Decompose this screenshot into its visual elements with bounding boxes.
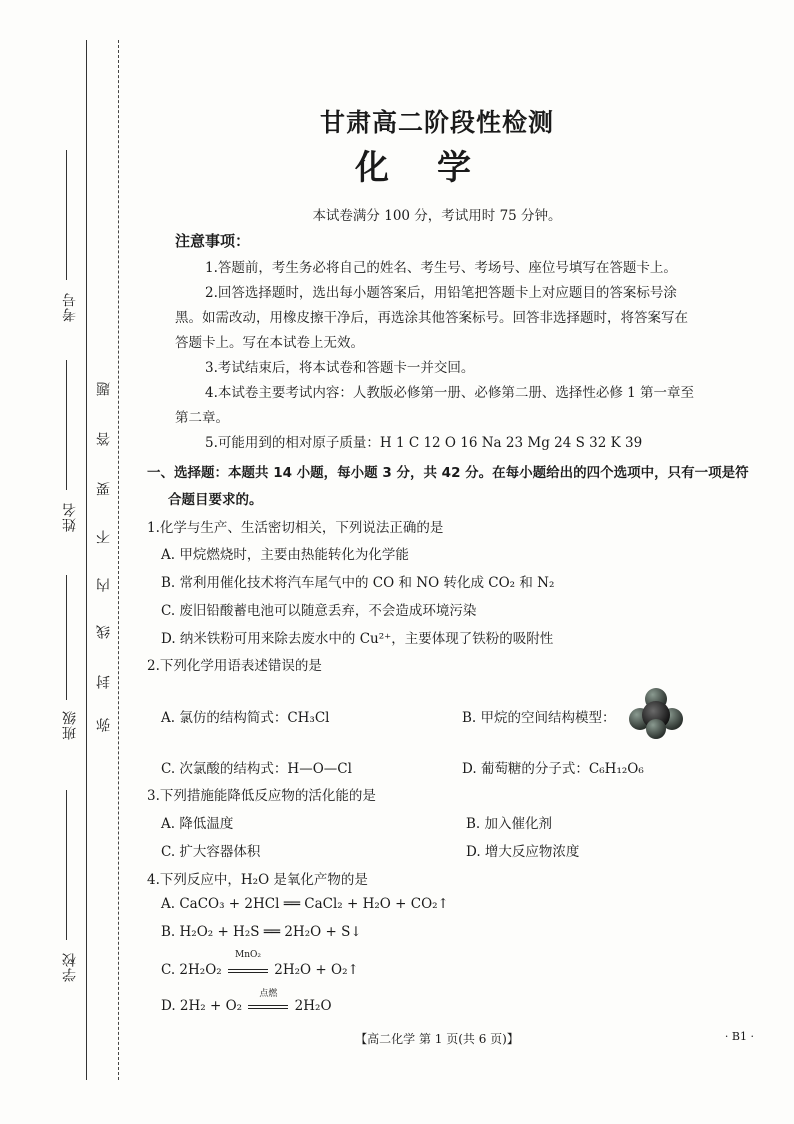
- paper-code: · B1 ·: [724, 1030, 754, 1043]
- seal-char: 要: [96, 482, 112, 496]
- reaction-condition: 点燃: [259, 989, 278, 999]
- reaction-arrow: [226, 950, 270, 978]
- notice-line: 2.回答选择题时，选出每小题答案后，用铅笔把答题卡上对应题目的答案标号涂: [205, 285, 677, 301]
- subject-title: 化学: [355, 148, 519, 188]
- school-blank: [66, 790, 67, 940]
- class-blank: [66, 575, 67, 700]
- reaction-condition: MnO₂: [234, 950, 261, 960]
- seal-char: 弥: [96, 718, 112, 732]
- notice-line: 答题卡上。写在本试卷上无效。: [175, 335, 364, 351]
- notice-line: 1.答题前，考生务必将自己的姓名、考生号、考场号、座位号填写在答题卡上。: [205, 260, 677, 276]
- school-label: 学校: [62, 952, 78, 982]
- q1-option-c: C. 废旧铅酸蓄电池可以随意丢弃，不会造成环境污染: [161, 603, 477, 619]
- seal-char: 线: [96, 625, 112, 639]
- q4-option-d-product: 2H₂O: [294, 998, 332, 1014]
- q2-option-a: A. 氯仿的结构简式：CH₃Cl: [161, 710, 330, 726]
- q1-stem: 1.化学与生产、生活密切相关，下列说法正确的是: [147, 520, 444, 536]
- q1-option-a: A. 甲烷燃烧时，主要由热能转化为化学能: [161, 547, 409, 563]
- margin-solid-line: [86, 40, 87, 1080]
- notice-heading: 注意事项：: [175, 232, 251, 250]
- q2-option-d: D. 葡萄糖的分子式：C₆H₁₂O₆: [462, 761, 644, 777]
- notice-line: 4.本试卷主要考试内容：人教版必修第一册、必修第二册、选择性必修 1 第一章至: [205, 385, 695, 401]
- q3-option-d: D. 增大反应物浓度: [466, 844, 580, 860]
- q4-option-b: B. H₂O₂ + H₂S ══ 2H₂O + S↓: [161, 924, 362, 940]
- notice-line: 第二章。: [175, 410, 229, 426]
- class-label: 班级: [62, 710, 78, 740]
- name-blank: [66, 360, 67, 490]
- reaction-arrow: [246, 989, 290, 1014]
- q3-option-b: B. 加入催化剂: [466, 816, 553, 832]
- q2-option-c: C. 次氯酸的结构式：H—O—Cl: [161, 761, 352, 777]
- margin-dashed-line: [118, 40, 119, 1080]
- q4-option-d-reactant: D. 2H₂ + O₂: [161, 998, 243, 1014]
- q3-option-a: A. 降低温度: [161, 816, 234, 832]
- q4-option-a: A. CaCO₃ + 2HCl ══ CaCl₂ + H₂O + CO₂↑: [161, 896, 449, 912]
- seal-char: 答: [96, 432, 112, 446]
- seal-char: 不: [96, 530, 112, 544]
- q2-option-b: B. 甲烷的空间结构模型：: [462, 710, 616, 726]
- notice-line: 5.可能用到的相对原子质量：H 1 C 12 O 16 Na 23 Mg 24 S 32 K 39: [205, 435, 643, 451]
- seal-char: 题: [96, 382, 112, 396]
- exam-no-label: 考号: [62, 292, 78, 322]
- section-heading: 一、选择题：本题共 14 小题，每小题 3 分，共 42 分。在每小题给出的四个选项中，只有一项是符: [147, 465, 749, 481]
- q4-option-c: [161, 950, 359, 978]
- q4-option-d: [161, 989, 332, 1014]
- q3-stem: 3.下列措施能降低反应物的活化能的是: [147, 788, 376, 804]
- section-heading-cont: 合题目要求的。: [168, 492, 263, 508]
- page-footer: 【高二化学 第 1 页(共 6 页)】: [355, 1032, 519, 1046]
- q4-option-c-product: 2H₂O + O₂↑: [274, 962, 359, 978]
- seal-char: 内: [96, 578, 112, 592]
- seal-char: 封: [96, 675, 112, 689]
- exam-info: 本试卷满分 100 分，考试用时 75 分钟。: [312, 208, 562, 224]
- q2-stem: 2.下列化学用语表述错误的是: [147, 658, 322, 674]
- notice-line: 3.考试结束后，将本试卷和答题卡一并交回。: [205, 360, 475, 376]
- q1-option-d: D. 纳米铁粉可用来除去废水中的 Cu²⁺，主要体现了铁粉的吸附性: [161, 631, 554, 647]
- q4-option-c-reactant: C. 2H₂O₂: [161, 962, 222, 978]
- exam-title: 甘肃高二阶段性检测: [319, 108, 554, 137]
- q1-option-b: B. 常利用催化技术将汽车尾气中的 CO 和 NO 转化成 CO₂ 和 N₂: [161, 575, 555, 591]
- q3-option-c: C. 扩大容器体积: [161, 844, 261, 860]
- name-label: 姓名: [62, 502, 78, 532]
- q4-stem: 4.下列反应中，H₂O 是氧化产物的是: [147, 872, 368, 888]
- methane-space-filling-model-icon: [628, 687, 684, 739]
- notice-line: 黑。如需改动，用橡皮擦干净后，再选涂其他答案标号。回答非选择题时，将答案写在: [175, 310, 688, 326]
